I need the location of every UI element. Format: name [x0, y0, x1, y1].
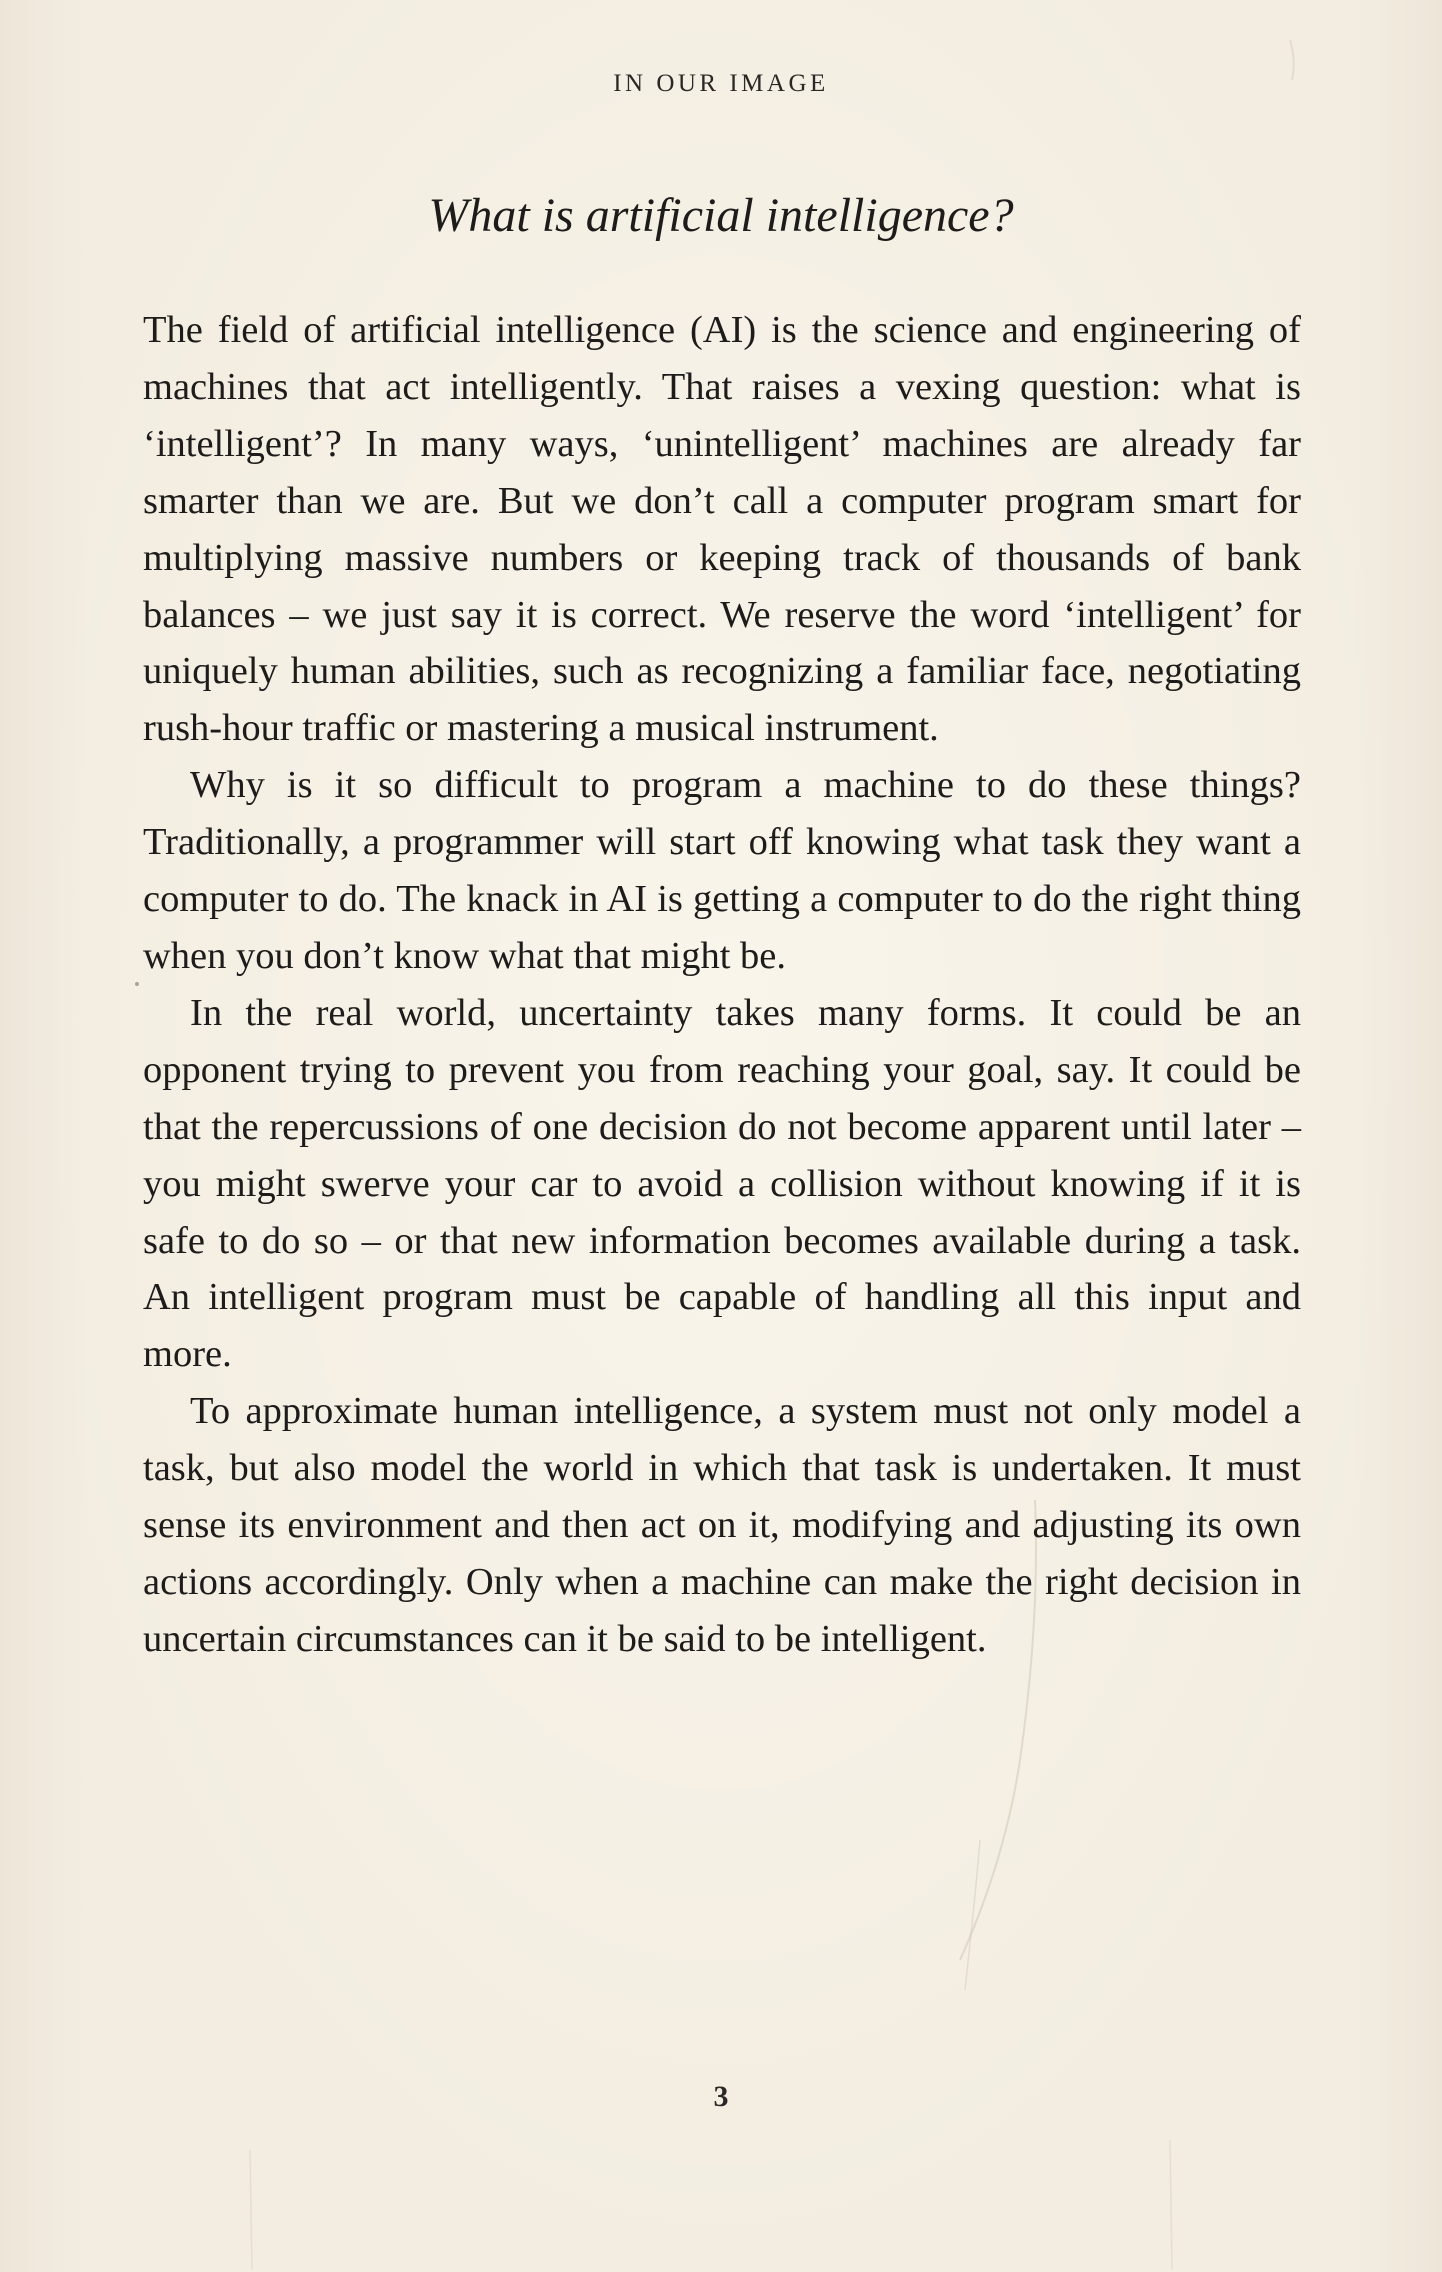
page-number: 3 [713, 2080, 729, 2113]
section-title: What is artificial intelligence? [428, 189, 1014, 242]
paragraph: The field of artificial intelligence (AI) is the science and engineering of machines that act intelligently. That raises a vexing question: what is ‘intelligent’? In many ways, ‘unintelligent’ machines are already far smarter than we are. But we don’t call a computer program smart for multiplying massive numbers or keeping track of thousands of bank balances – we just say it is correct. We reserve the word ‘intelligent’ for uniquely human abilities, such as recognizing a familiar face, negotiating rush-hour traffic or mastering a musical instrument. [143, 309, 1301, 750]
paragraph: To approximate human intelligence, a system must not only model a task, but also model the world in which that task is undertaken. It must sense its environment and then act on it, modifying and adjusting its own actions accordingly. Only when a machine can make the right decision in uncertain circumstances can it be said to be intelligent. [143, 1390, 1301, 1660]
running-head: IN OUR IMAGE [613, 70, 829, 97]
paragraph: Why is it so difficult to program a machine to do these things? Traditionally, a programmer will start off knowing what task they want a computer to do. The knack in AI is getting a computer to do the right thing when you don’t know what that might be. [143, 764, 1301, 977]
body-text [143, 302, 1301, 1668]
paragraph: In the real world, uncertainty takes many forms. It could be an opponent trying to prevent you from reaching your goal, say. It could be that the repercussions of one decision do not become apparent until later – you might swerve your car to avoid a collision without knowing if it is safe to do so – or that new information becomes available during a task. An intelligent program must be capable of handling all this input and more. [143, 991, 1301, 1376]
